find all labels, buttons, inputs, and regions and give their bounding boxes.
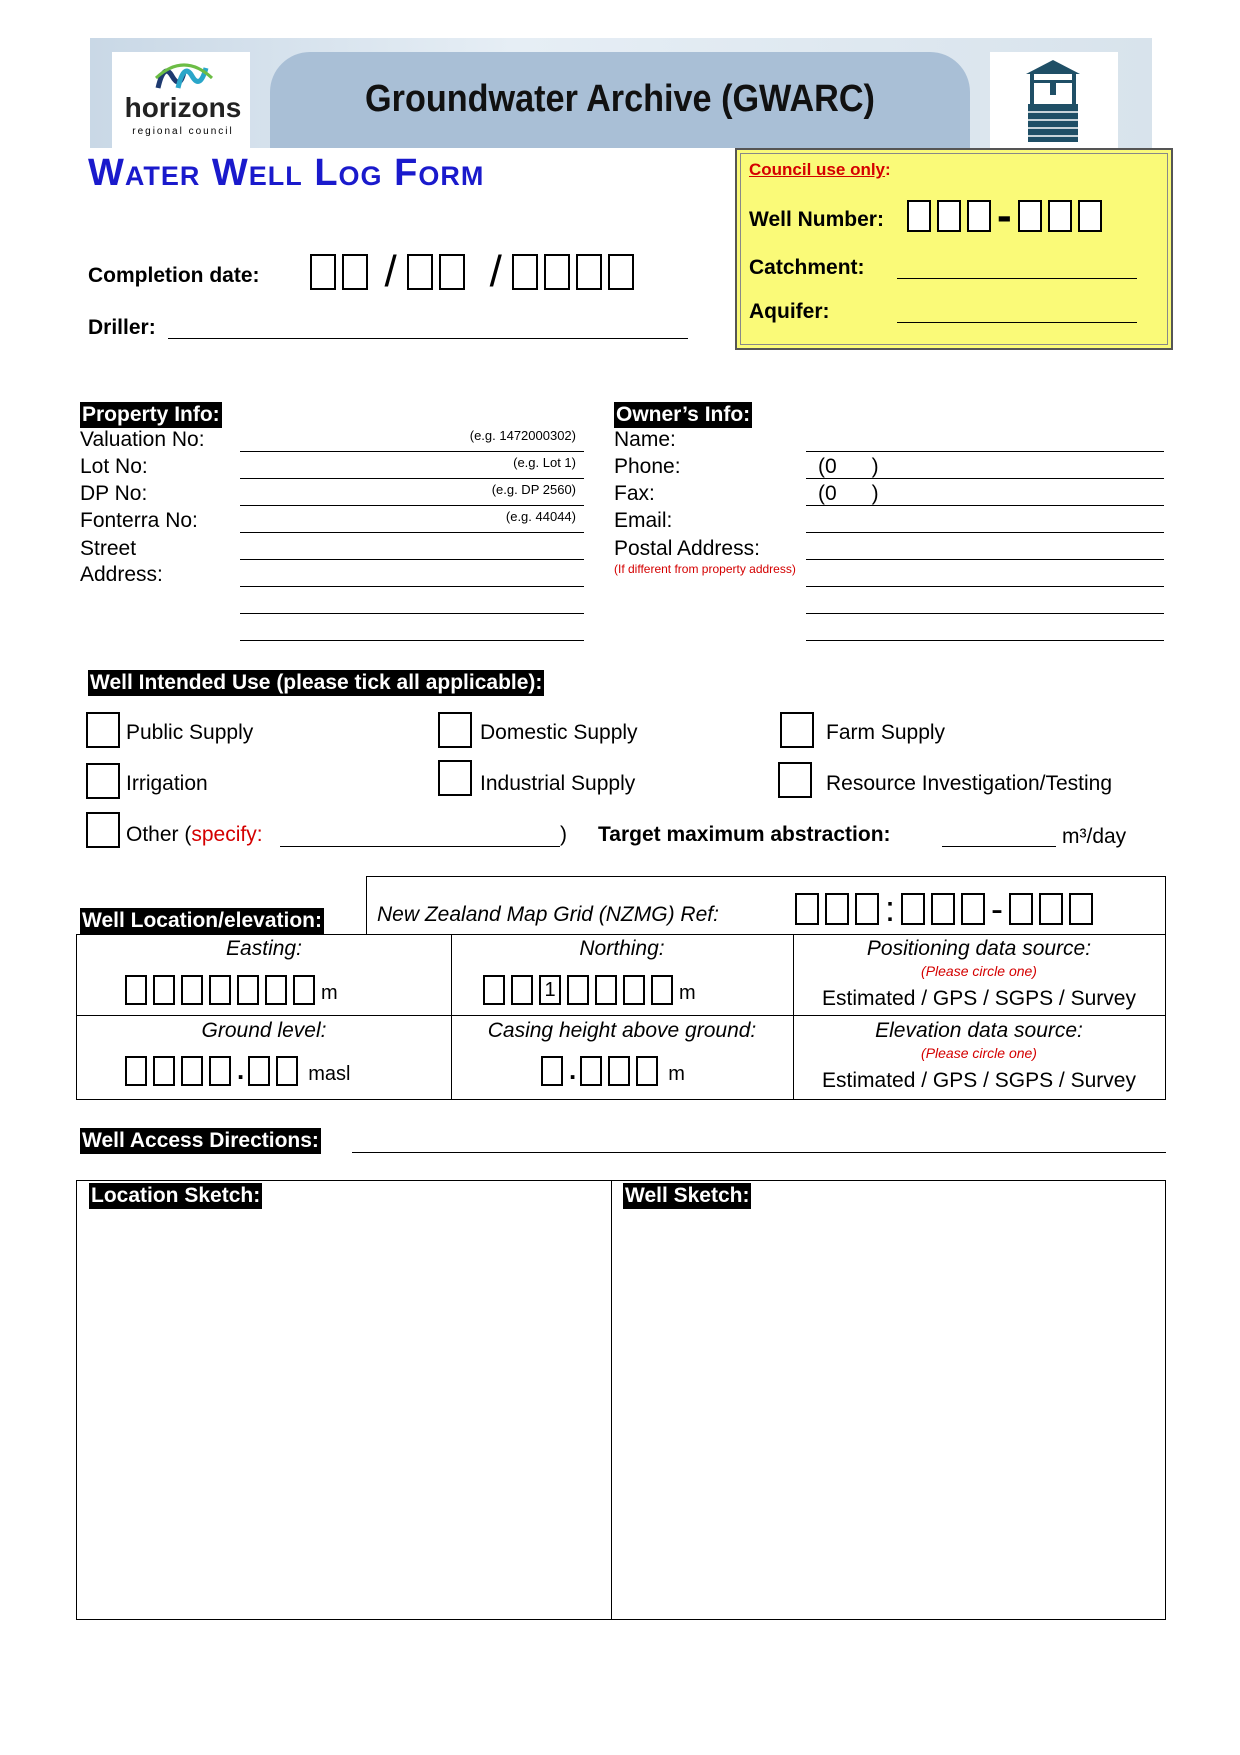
target-abstraction-unit: m³/day [1062,825,1127,848]
nzmg-digit[interactable] [931,893,955,925]
date-digit[interactable] [310,254,336,290]
easting-digit[interactable] [293,975,315,1005]
northing-digit[interactable] [567,975,589,1005]
northing-boxes[interactable] [483,975,696,1005]
other-close-paren: ) [560,823,567,846]
public-supply-checkbox[interactable] [86,712,120,748]
dp-field[interactable] [240,505,584,506]
casing-height-dot: . [569,1055,577,1085]
date-digit[interactable] [544,254,570,290]
lot-hint: (e.g. Lot 1) [513,455,576,470]
intended-use-heading: Well Intended Use (please tick all applicable): [90,671,543,694]
irrigation-label: Irrigation [126,772,208,795]
elevation-source-options[interactable]: Estimated / GPS / SGPS / Survey [822,1069,1136,1092]
other-checkbox[interactable] [86,812,120,848]
logo-panel [112,52,250,148]
fonterra-field[interactable] [240,532,584,533]
casing-height-digit[interactable] [541,1056,563,1086]
dp-label: DP No: [80,482,148,505]
date-digit[interactable] [407,254,433,290]
valuation-label: Valuation No: [80,428,205,451]
northing-label: Northing: [579,937,665,960]
northing-digit[interactable] [651,975,673,1005]
street-label-2: Address: [80,563,163,586]
property-info-heading: Property Info: [82,403,220,426]
owner-info-heading: Owner’s Info: [616,403,751,426]
date-digit[interactable] [342,254,368,290]
nzmg-label: New Zealand Map Grid (NZMG) Ref: [377,903,719,926]
casing-height-label: Casing height above ground: [487,1019,757,1042]
fonterra-label: Fonterra No: [80,509,198,532]
location-sketch-heading: Location Sketch: [91,1184,261,1207]
street-field[interactable] [240,586,584,587]
public-supply-label: Public Supply [126,721,254,744]
date-digit[interactable] [608,254,634,290]
well-logo-panel [990,52,1118,148]
valuation-field[interactable] [240,451,584,452]
ground-level-boxes[interactable] [125,1055,350,1086]
lot-label: Lot No: [80,455,148,478]
nzmg-digit[interactable] [1039,893,1063,925]
nzmg-box [366,876,1166,934]
industrial-supply-label: Industrial Supply [480,772,636,795]
catchment-field[interactable] [897,278,1137,279]
owner-postal-note: (If different from property address) [614,562,796,576]
aquifer-field[interactable] [897,322,1137,323]
domestic-supply-checkbox[interactable] [438,712,472,748]
logo-subtitle: regional council [132,126,234,137]
owner-email-field[interactable] [806,532,1164,533]
easting-label: Easting: [226,937,302,960]
street-field[interactable] [240,559,584,560]
location-grid [76,934,1166,1100]
other-specify-field[interactable] [280,846,560,847]
farm-supply-label: Farm Supply [826,721,946,744]
owner-postal-field[interactable] [806,613,1164,614]
fax-prefix: (0 ) [818,482,879,505]
northing-unit: m [679,982,696,1004]
well-number-digit[interactable] [1048,200,1072,232]
positioning-source-label: Positioning data source: [866,937,1092,960]
owner-name-label: Name: [614,428,676,451]
ground-level-label: Ground level: [201,1019,327,1042]
council-use-box [735,148,1173,350]
date-slash: / [489,247,502,296]
ground-level-dot: . [237,1055,245,1085]
well-number-dash: - [997,191,1012,240]
ground-level-digit[interactable] [125,1056,147,1086]
target-abstraction-label: Target maximum abstraction: [598,823,891,846]
nzmg-digit[interactable] [1069,893,1093,925]
well-number-boxes[interactable] [907,191,1108,240]
ground-level-digit[interactable] [276,1056,298,1086]
nzmg-digit[interactable] [825,893,849,925]
elevation-circle-note: (Please circle one) [921,1045,1037,1061]
owner-postal-field[interactable] [806,559,1164,560]
casing-height-digit[interactable] [608,1056,630,1086]
easting-digit[interactable] [209,975,231,1005]
owner-email-label: Email: [614,509,673,532]
easting-digit[interactable] [125,975,147,1005]
positioning-circle-note: (Please circle one) [921,963,1037,979]
valuation-hint: (e.g. 1472000302) [469,428,576,443]
council-colon: : [885,160,891,179]
access-directions-heading: Well Access Directions: [82,1129,319,1152]
other-label: Other ( [126,823,192,846]
nzmg-digit[interactable] [961,893,985,925]
easting-digit[interactable] [181,975,203,1005]
header-banner [90,38,1152,148]
catchment-label: Catchment: [749,256,865,279]
ground-level-digit[interactable] [209,1056,231,1086]
aquifer-label: Aquifer: [749,300,830,323]
owner-phone-field[interactable] [806,478,1164,479]
well-location-heading: Well Location/elevation: [82,909,322,932]
date-digit[interactable] [576,254,602,290]
easting-boxes[interactable] [125,975,338,1005]
well-number-digit[interactable] [1078,200,1102,232]
owner-fax-field[interactable] [806,505,1164,506]
casing-height-digit[interactable] [580,1056,602,1086]
well-number-digit[interactable] [937,200,961,232]
owner-name-field[interactable] [806,451,1164,452]
street-field[interactable] [240,640,584,641]
nzmg-dash: - [991,888,1004,929]
northing-digit[interactable]: 1 [539,975,561,1005]
well-number-digit[interactable] [1018,200,1042,232]
resource-investigation-label: Resource Investigation/Testing [826,772,1112,795]
dp-hint: (e.g. DP 2560) [491,482,576,497]
positioning-source-options[interactable]: Estimated / GPS / SGPS / Survey [822,987,1136,1010]
access-directions-field[interactable] [352,1152,1166,1153]
easting-digit[interactable] [265,975,287,1005]
owner-fax-label: Fax: [614,482,655,505]
driller-field[interactable] [168,338,688,339]
location-sketch-canvas[interactable] [77,1211,611,1619]
completion-date-boxes[interactable] [310,247,640,296]
farm-supply-checkbox[interactable] [780,712,814,748]
easting-digit[interactable] [153,975,175,1005]
completion-date-label: Completion date: [88,264,260,287]
owner-phone-label: Phone: [614,455,681,478]
sketch-area [76,1180,1166,1620]
nzmg-digit[interactable] [901,893,925,925]
irrigation-checkbox[interactable] [86,763,120,799]
owner-postal-field[interactable] [806,586,1164,587]
casing-height-digit[interactable] [636,1056,658,1086]
ground-level-digit[interactable] [181,1056,203,1086]
northing-digit[interactable] [623,975,645,1005]
ground-level-digit[interactable] [248,1056,270,1086]
northing-digit[interactable] [511,975,533,1005]
easting-unit: m [321,982,338,1004]
elevation-source-label: Elevation data source: [875,1019,1083,1042]
well-sketch-heading: Well Sketch: [625,1184,750,1207]
well-sketch-canvas[interactable] [612,1211,1165,1619]
well-number-digit[interactable] [967,200,991,232]
date-digit[interactable] [512,254,538,290]
nzmg-digit[interactable] [855,893,879,925]
logo-name: horizons [124,92,242,123]
specify-label: specify: [191,823,263,846]
northing-digit[interactable] [483,975,505,1005]
nzmg-boxes[interactable] [795,889,1099,929]
horizons-logo-icon [154,58,214,94]
driller-label: Driller: [88,316,156,339]
street-label-1: Street [80,537,137,560]
domestic-supply-label: Domestic Supply [480,721,638,744]
casing-height-unit: m [668,1063,685,1085]
casing-height-boxes[interactable] [541,1055,685,1086]
nzmg-colon: : [885,888,896,929]
nzmg-digit[interactable] [795,893,819,925]
owner-postal-label: Postal Address: [614,537,760,560]
banner-title: Groundwater Archive (GWARC) [365,78,875,120]
street-field[interactable] [240,613,584,614]
ground-level-digit[interactable] [153,1056,175,1086]
date-slash: / [384,247,397,296]
well-number-digit[interactable] [907,200,931,232]
council-use-heading: Council use only [749,160,886,179]
northing-digit[interactable] [595,975,617,1005]
water-well-icon [1020,58,1086,144]
nzmg-digit[interactable] [1009,893,1033,925]
banner-title-panel [270,52,970,148]
fonterra-hint: (e.g. 44044) [505,509,576,524]
industrial-supply-checkbox[interactable] [438,760,472,796]
phone-prefix: (0 ) [818,455,879,478]
easting-digit[interactable] [237,975,259,1005]
ground-level-unit: masl [308,1063,351,1085]
date-digit[interactable] [439,254,465,290]
resource-investigation-checkbox[interactable] [778,762,812,798]
lot-field[interactable] [240,478,584,479]
form-title: Water Well Log Form [88,152,485,194]
target-abstraction-field[interactable] [942,846,1056,847]
well-number-label: Well Number: [749,208,884,231]
owner-postal-field[interactable] [806,640,1164,641]
